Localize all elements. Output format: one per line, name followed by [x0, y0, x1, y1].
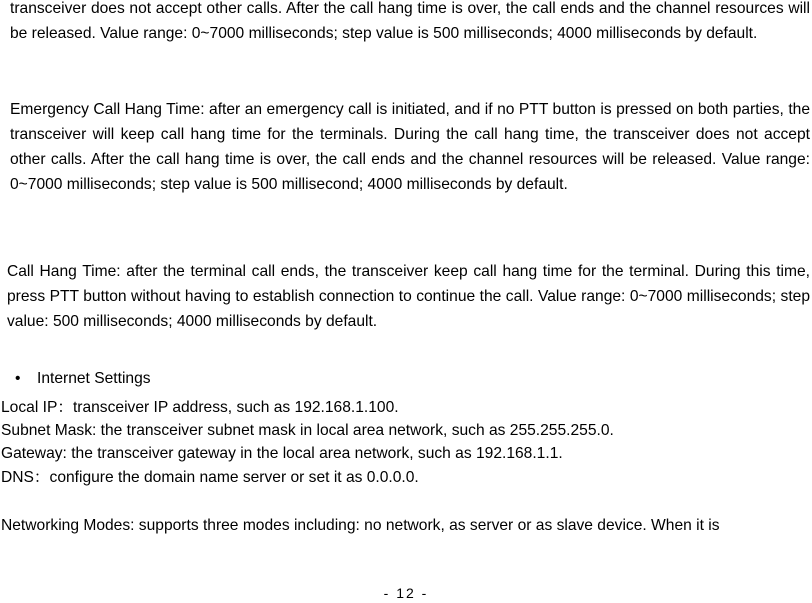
- setting-networking-modes: Networking Modes: supports three modes including: no network, as server or as slave device. When it is: [1, 517, 720, 534]
- page-number: - 12 -: [383, 585, 429, 601]
- paragraph-text: transceiver does not accept other calls. After the call hang time is over, the call ends and the channel resources will be released. Value range: 0~7000 milliseconds; step value is 500 milliseconds; 4000 milliseconds by default.: [10, 0, 810, 42]
- paragraph-emergency-call-hang-time: [10, 97, 810, 197]
- section-heading-label: Internet Settings: [37, 370, 151, 387]
- setting-subnet-mask: Subnet Mask: the transceiver subnet mask in local area network, such as 255.255.255.0.: [1, 422, 614, 439]
- paragraph-call-hang-time: [7, 259, 810, 334]
- setting-gateway: Gateway: the transceiver gateway in the local area network, such as 192.168.1.1.: [1, 445, 563, 462]
- section-heading-internet-settings: [15, 366, 151, 391]
- setting-dns: DNS：configure the domain name server or set it as 0.0.0.0.: [1, 469, 419, 486]
- setting-local-ip: Local IP：transceiver IP address, such as 192.168.1.100.: [1, 399, 399, 416]
- paragraph-call-hang-time-continued: [10, 0, 810, 46]
- paragraph-text: Call Hang Time: after the terminal call ends, the transceiver keep call hang time for the terminal. During this time, press PTT button without having to establish connection to continue the call. Value range: 0~7000 milliseconds; step value: 500 milliseconds; 4000 milliseconds by default.: [7, 263, 810, 330]
- bullet-icon: •: [15, 370, 21, 387]
- paragraph-text: Emergency Call Hang Time: after an emergency call is initiated, and if no PTT button is pressed on both parties, the transceiver will keep call hang time for the terminals. During the call hang time, the transceiver does not accept other calls. After the call hang time is over, the call ends and the channel resources will be released. Value range: 0~7000 milliseconds; step value is 500 millisecond; 4000 milliseconds by default.: [10, 101, 810, 193]
